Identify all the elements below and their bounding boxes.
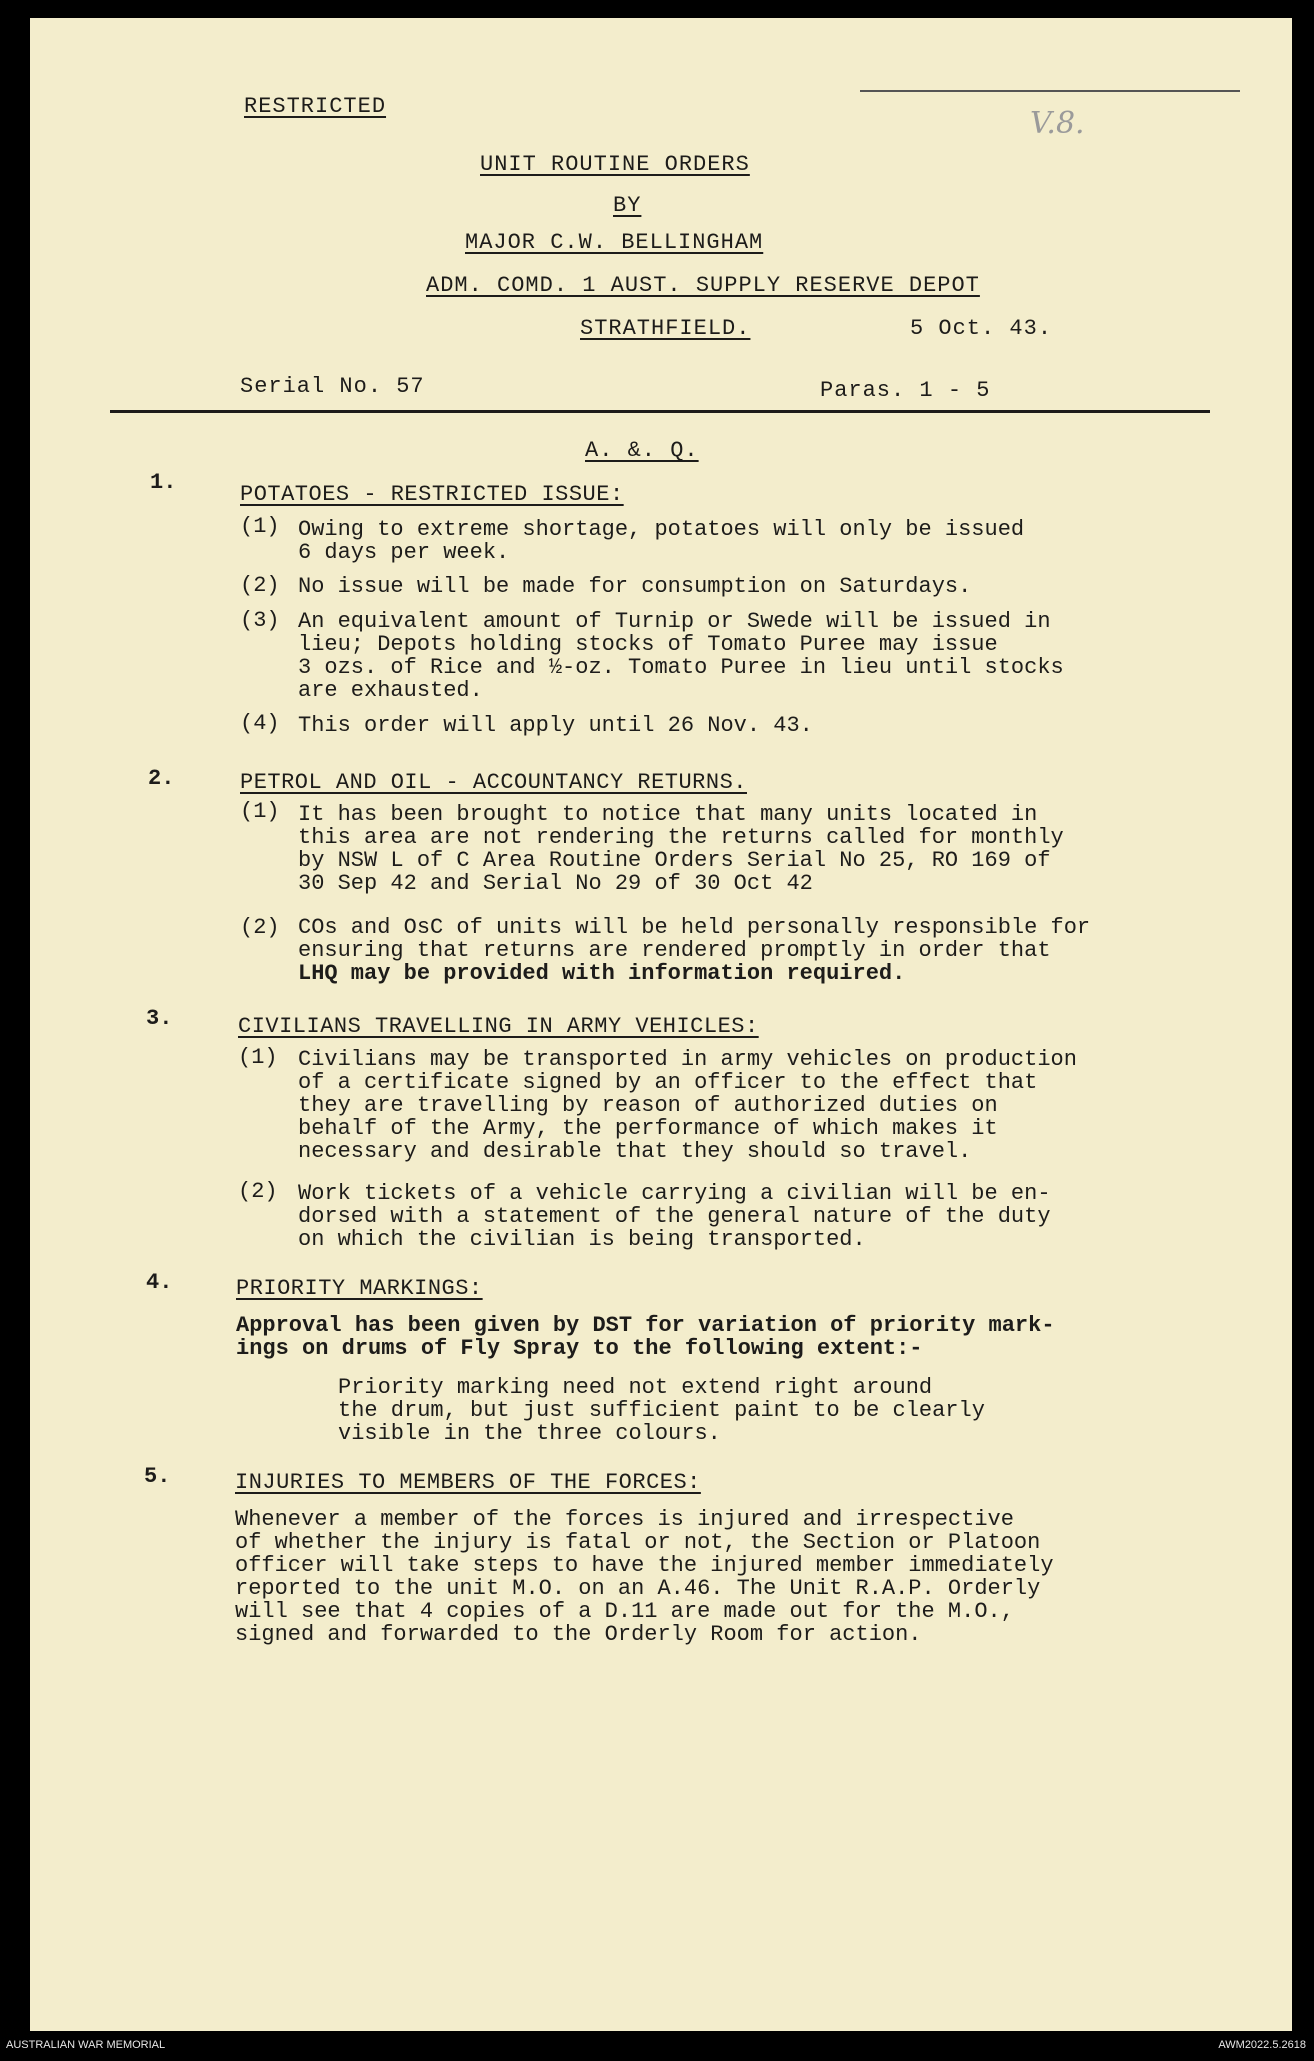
item-text: [298, 916, 1090, 985]
para-number: 4.: [146, 1270, 173, 1295]
text-line: of whether the injury is fatal or not, the Section or Platoon: [235, 1530, 1041, 1555]
item-label: (3): [240, 608, 280, 633]
para-body: [235, 1508, 1054, 1646]
item-label: (2): [240, 915, 280, 940]
text-line: this area are not rendering the returns called for monthly: [298, 825, 1064, 850]
text-line: ensuring that returns are rendered promptly in order that: [298, 938, 1051, 963]
para-heading: PETROL AND OIL - ACCOUNTANCY RETURNS.: [240, 770, 747, 795]
text-line: 3 ozs. of Rice and ½-oz. Tomato Puree in lieu until stocks: [298, 655, 1064, 680]
title-line-1: UNIT ROUTINE ORDERS: [480, 152, 750, 177]
title-line-3: MAJOR C.W. BELLINGHAM: [465, 230, 764, 255]
text-line: This order will apply until 26 Nov. 43.: [298, 713, 813, 738]
location: STRATHFIELD.: [580, 316, 751, 341]
section-heading: A. &. Q.: [585, 438, 699, 463]
date: 5 Oct. 43.: [910, 316, 1053, 341]
classification-label: RESTRICTED: [244, 94, 387, 119]
text-line: they are travelling by reason of authorized duties on: [298, 1093, 998, 1118]
text-line: are exhausted.: [298, 678, 483, 703]
footer-accession-number: AWM2022.5.2618: [1218, 2039, 1306, 2051]
header-rule: [110, 410, 1210, 413]
item-text: [298, 714, 813, 737]
text-line: Whenever a member of the forces is injured and irrespective: [235, 1507, 1014, 1532]
para-number: 3.: [146, 1006, 173, 1031]
text-line: officer will take steps to have the injured member immediately: [235, 1553, 1054, 1578]
item-text: [298, 1048, 1077, 1163]
title-line-2: BY: [613, 193, 642, 218]
text-line: Approval has been given by DST for variation of priority mark-: [236, 1313, 1055, 1338]
para-heading: PRIORITY MARKINGS:: [236, 1276, 483, 1301]
item-label: (1): [240, 799, 280, 824]
item-text: [298, 610, 1064, 702]
para-number: 1.: [150, 470, 177, 495]
title-line-4: ADM. COMD. 1 AUST. SUPPLY RESERVE DEPOT: [426, 273, 980, 298]
text-line: of a certificate signed by an officer to the effect that: [298, 1070, 1038, 1095]
item-label: (1): [240, 514, 280, 539]
document-page: [30, 18, 1292, 2031]
para-number: 2.: [148, 766, 175, 791]
top-scribble-line: [860, 90, 1240, 92]
item-text: [298, 803, 1064, 895]
text-line: COs and OsC of units will be held personally responsible for: [298, 915, 1091, 940]
text-line: It has been brought to notice that many units located in: [298, 802, 1038, 827]
text-line: visible in the three colours.: [338, 1421, 721, 1446]
text-line: lieu; Depots holding stocks of Tomato Puree may issue: [298, 632, 998, 657]
text-line: Civilians may be transported in army vehicles on production: [298, 1047, 1077, 1072]
paras-range: Paras. 1 - 5: [820, 378, 991, 403]
text-line: the drum, but just sufficient paint to be clearly: [338, 1398, 985, 1423]
para-heading: POTATOES - RESTRICTED ISSUE:: [240, 482, 624, 507]
text-line: Owing to extreme shortage, potatoes will only be issued: [298, 517, 1025, 542]
item-label: (1): [238, 1045, 278, 1070]
text-line: reported to the unit M.O. on an A.46. The Unit R.A.P. Orderly: [235, 1576, 1041, 1601]
text-line: 6 days per week.: [298, 540, 510, 565]
text-line: signed and forwarded to the Orderly Room for action.: [235, 1622, 922, 1647]
item-label: (2): [240, 573, 280, 598]
item-label: (2): [238, 1179, 278, 1204]
text-line: by NSW L of C Area Routine Orders Serial No 25, RO 169 of: [298, 848, 1051, 873]
text-line: behalf of the Army, the performance of which makes it: [298, 1116, 998, 1141]
text-line: Priority marking need not extend right around: [338, 1375, 933, 1400]
text-line: on which the civilian is being transported.: [298, 1227, 866, 1252]
text-line: will see that 4 copies of a D.11 are made out for the M.O.,: [235, 1599, 1014, 1624]
text-line: necessary and desirable that they should so travel.: [298, 1139, 972, 1164]
text-line: ings on drums of Fly Spray to the following extent:-: [236, 1336, 923, 1361]
para-body: [236, 1314, 1055, 1360]
para-heading: CIVILIANS TRAVELLING IN ARMY VEHICLES:: [238, 1014, 759, 1039]
item-text: [298, 575, 971, 598]
text-line: No issue will be made for consumption on Saturdays.: [298, 574, 972, 599]
text-line: 30 Sep 42 and Serial No 29 of 30 Oct 42: [298, 871, 813, 896]
item-text: [298, 518, 1024, 564]
text-line: An equivalent amount of Turnip or Swede will be issued in: [298, 609, 1051, 634]
item-text: [298, 1182, 1051, 1251]
item-label: (4): [240, 711, 280, 736]
serial-number: Serial No. 57: [240, 374, 425, 399]
text-line: Work tickets of a vehicle carrying a civilian will be en-: [298, 1181, 1051, 1206]
footer-bar: [0, 2033, 1314, 2061]
text-line: LHQ may be provided with information required.: [298, 961, 906, 986]
para-quote: [338, 1376, 985, 1445]
para-heading: INJURIES TO MEMBERS OF THE FORCES:: [235, 1470, 701, 1495]
handwritten-annotation: V.8.: [1030, 106, 1085, 141]
footer-institution: AUSTRALIAN WAR MEMORIAL: [6, 2039, 166, 2051]
text-line: dorsed with a statement of the general nature of the duty: [298, 1204, 1051, 1229]
para-number: 5.: [144, 1464, 171, 1489]
